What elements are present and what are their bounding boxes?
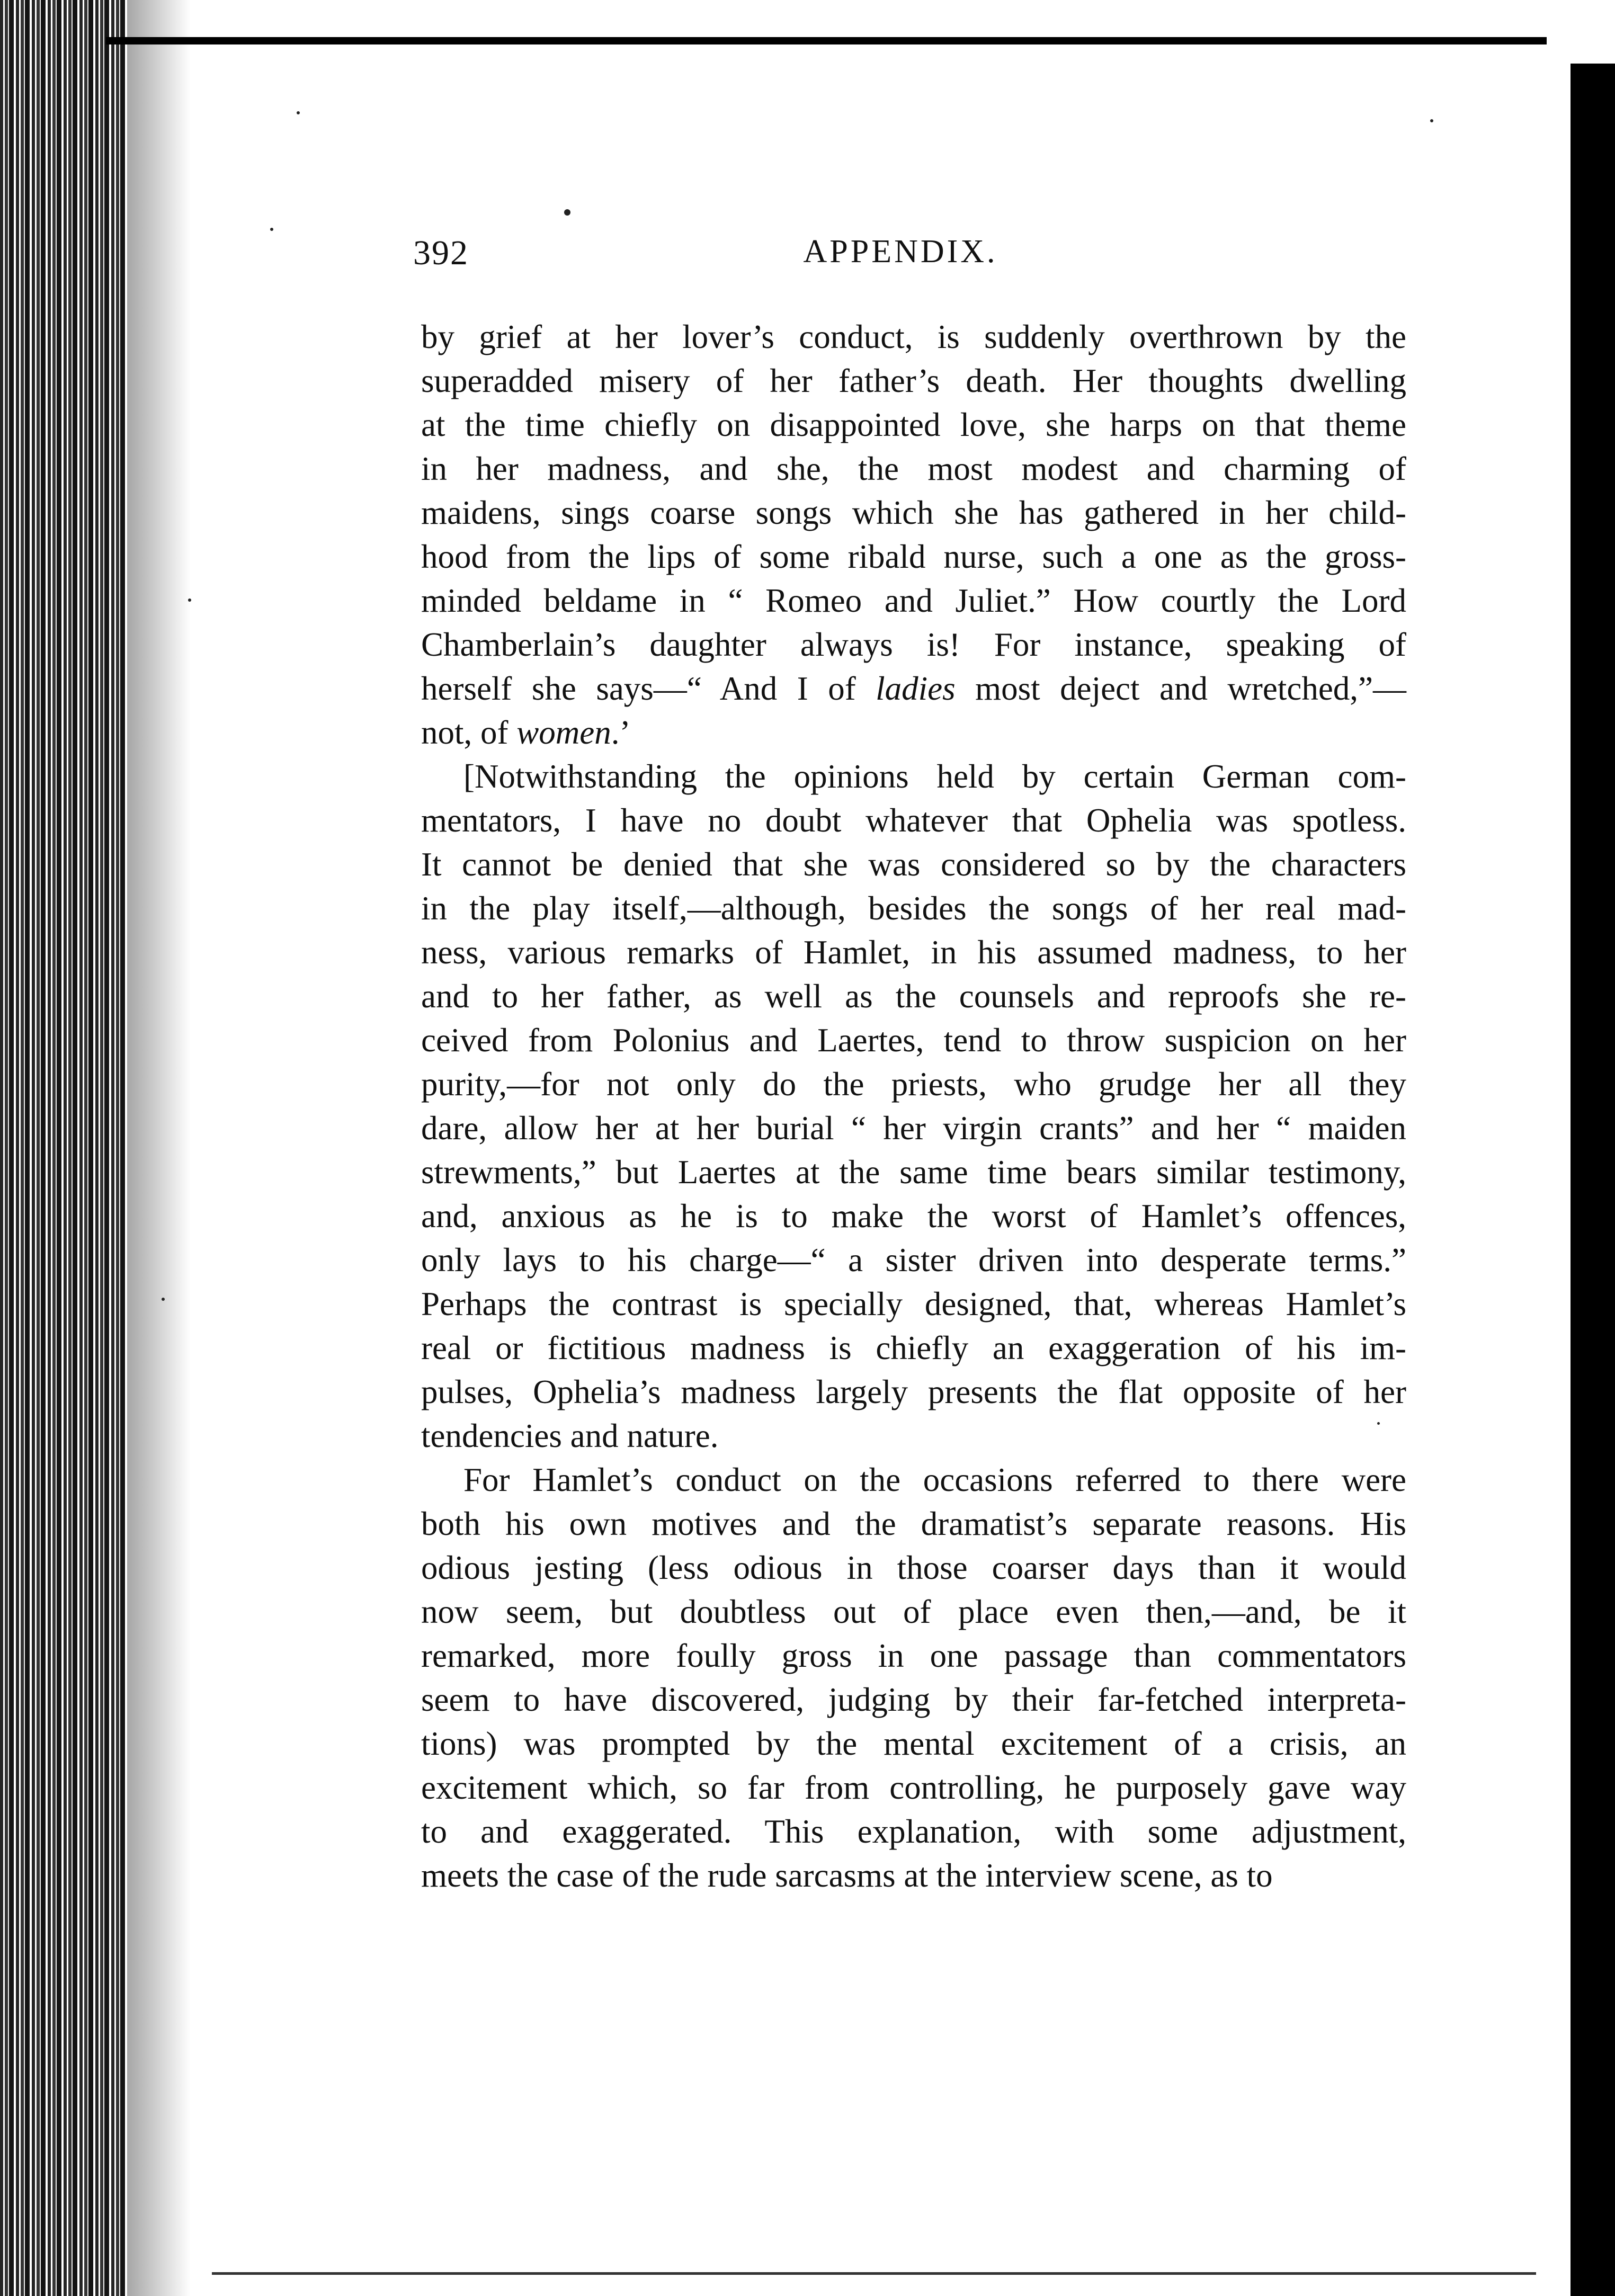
paragraph	[421, 1458, 1406, 1898]
top-scan-edge	[106, 37, 1547, 44]
page-margin-right	[1555, 64, 1571, 2296]
text-line: remarked, more foully gross in one passage than commentators	[421, 1637, 1406, 1674]
text-line: to and exaggerated. This explanation, with some adjustment,	[421, 1813, 1406, 1850]
text-line: mentators, I have no doubt whatever that Ophelia was spotless.	[421, 802, 1406, 839]
running-head	[413, 233, 1388, 281]
scan-speck	[297, 111, 300, 114]
scan-speck	[162, 1298, 165, 1301]
text-line: superadded misery of her father’s death. Her thoughts dwelling	[421, 362, 1406, 399]
text-line: now seem, but doubtless out of place even then,—and, be it	[421, 1593, 1406, 1630]
binding-shadow	[127, 0, 191, 2296]
bottom-scan-edge	[212, 2272, 1536, 2275]
right-scan-edge	[1571, 64, 1615, 2296]
text-line: dare, allow her at her burial “ her virgin crants” and her “ maiden	[421, 1110, 1406, 1147]
text-line: in the play itself,—although, besides the songs of her real mad-	[421, 890, 1406, 927]
text-line: ceived from Polonius and Laertes, tend to throw suspicion on her	[421, 1022, 1406, 1059]
text-line: tendencies and nature.	[421, 1417, 719, 1454]
text-line: herself she says—“ And I of ladies most deject and wretched,”—	[421, 670, 1406, 707]
text-line: For Hamlet’s conduct on the occasions referred to there were	[463, 1461, 1406, 1498]
text-line: real or fictitious madness is chiefly an exaggeration of his im-	[421, 1329, 1406, 1366]
paragraph	[421, 315, 1406, 755]
text-line: Perhaps the contrast is specially designed, that, whereas Hamlet’s	[421, 1285, 1406, 1323]
text-line: ness, various remarks of Hamlet, in his assumed madness, to her	[421, 934, 1406, 971]
text-line: minded beldame in “ Romeo and Juliet.” How courtly the Lord	[421, 582, 1406, 619]
text-line: strewments,” but Laertes at the same time bears similar testimony,	[421, 1154, 1406, 1191]
text-line: excitement which, so far from controlling, he purposely gave way	[421, 1769, 1406, 1806]
text-line: by grief at her lover’s conduct, is suddenly overthrown by the	[421, 318, 1406, 355]
text-line: It cannot be denied that she was considered so by the characters	[421, 846, 1406, 883]
text-line: tions) was prompted by the mental excitement of a crisis, an	[421, 1725, 1406, 1762]
text-line: hood from the lips of some ribald nurse, such a one as the gross-	[421, 538, 1406, 575]
text-line: Chamberlain’s daughter always is! For instance, speaking of	[421, 626, 1406, 663]
text-line: only lays to his charge—“ a sister driven into desperate terms.”	[421, 1241, 1406, 1279]
scan-speck	[564, 209, 570, 216]
scan-speck	[1430, 119, 1433, 122]
scan-speck	[188, 598, 191, 602]
text-line: at the time chiefly on disappointed love, she harps on that theme	[421, 406, 1406, 443]
text-line: in her madness, and she, the most modest and charming of	[421, 450, 1406, 487]
text-line: and, anxious as he is to make the worst of Hamlet’s offences,	[421, 1198, 1406, 1235]
text-line: and to her father, as well as the counsels and reproofs she re-	[421, 978, 1406, 1015]
text-line: [Notwithstanding the opinions held by certain German com-	[463, 758, 1406, 795]
text-line: maidens, sings coarse songs which she has gathered in her child-	[421, 494, 1406, 531]
text-line: pulses, Ophelia’s madness largely presents the flat opposite of her	[421, 1373, 1406, 1410]
text-line: odious jesting (less odious in those coarser days than it would	[421, 1549, 1406, 1586]
text-line: purity,—for not only do the priests, who grudge her all they	[421, 1066, 1406, 1103]
body-text	[421, 315, 1406, 1898]
text-line: not, of women.’	[421, 714, 631, 751]
paragraph	[421, 755, 1406, 1458]
text-line: both his own motives and the dramatist’s separate reasons. His	[421, 1505, 1406, 1542]
running-title: APPENDIX.	[803, 234, 998, 270]
text-line: meets the case of the rude sarcasms at the interview scene, as to	[421, 1857, 1273, 1894]
scan-speck	[270, 228, 273, 231]
book-binding-edge	[0, 0, 127, 2296]
text-line: seem to have discovered, judging by their far-fetched interpreta-	[421, 1681, 1406, 1718]
page-number: 392	[413, 234, 469, 272]
